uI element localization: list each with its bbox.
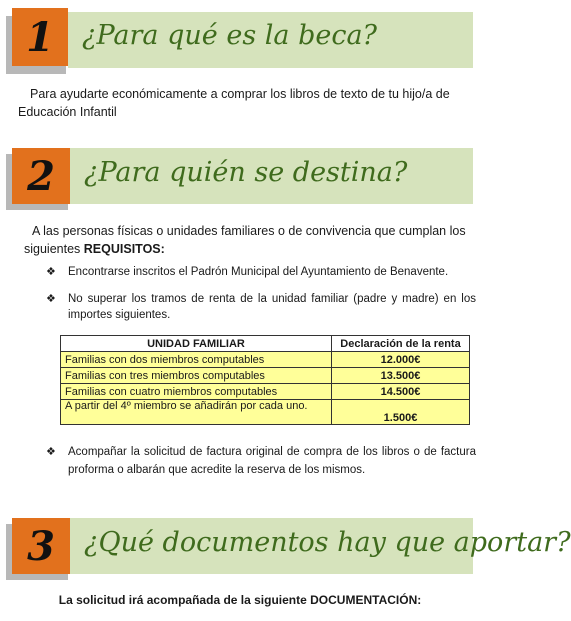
table-cell-renta: 12.000€ (332, 352, 470, 368)
requirement-text: No superar los tramos de renta de la unidad familiar (padre y madre) en los importes siguientes. (68, 293, 476, 321)
diamond-bullet-icon: ❖ (46, 293, 56, 305)
table-row (61, 400, 470, 425)
section-2-title: ¿Para quién se destina? (84, 157, 408, 188)
documentacion-label: DOCUMENTACIÓN: (310, 593, 422, 607)
section-3-title: ¿Qué documentos hay que aportar? (84, 527, 571, 558)
section-1-title: ¿Para qué es la beca? (82, 20, 378, 51)
section-2-intro (24, 222, 469, 258)
requirements-list-bottom (46, 443, 476, 488)
table-header-row (61, 336, 470, 352)
table-cell-unidad: Familias con dos miembros computables (61, 352, 332, 368)
section-3-number-box (12, 518, 70, 574)
diamond-bullet-icon: ❖ (46, 266, 56, 278)
section-3-title-band (70, 518, 571, 574)
diamond-bullet-icon: ❖ (46, 446, 56, 458)
table-header-unidad: UNIDAD FAMILIAR (61, 336, 332, 352)
table-cell-unidad: A partir del 4º miembro se añadirán por cada uno. (61, 400, 332, 425)
requisitos-colon: : (160, 242, 165, 256)
table-header-renta: Declaración de la renta (332, 336, 470, 352)
requirement-text: Acompañar la solicitud de factura original de compra de los libros o de factura proforma o albarán que acredite la reserva de los mismos. (68, 446, 476, 476)
table-row (61, 384, 470, 400)
table-cell-unidad: Familias con cuatro miembros computables (61, 384, 332, 400)
list-item (46, 443, 476, 479)
section-1-number: 1 (26, 13, 54, 61)
section-1-body: Para ayudarte económicamente a comprar los libros de texto de tu hijo/a de Educación Infantil (18, 87, 450, 119)
section-2-header (0, 146, 480, 210)
table-cell-renta: 13.500€ (332, 368, 470, 384)
table-row (61, 368, 470, 384)
section-1-number-box (12, 8, 68, 66)
table-row (61, 352, 470, 368)
income-table (60, 335, 470, 425)
section-3-number: 3 (27, 522, 55, 570)
section-1-title-band (68, 12, 473, 68)
section-2-intro-text: A las personas físicas o unidades familiares o de convivencia que cumplan los siguientes (24, 224, 466, 256)
section-1-header (0, 8, 480, 72)
requirement-text: Encontrarse inscritos el Padrón Municipal del Ayuntamiento de Benavente. (68, 266, 449, 278)
section-3-intro (0, 591, 480, 609)
section-3-header (0, 516, 571, 580)
table-cell-unidad: Familias con tres miembros computables (61, 368, 332, 384)
list-item (46, 264, 476, 280)
section-2-title-band (70, 148, 473, 204)
requisitos-label: REQUISITOS (83, 242, 161, 256)
requirements-list-top (46, 264, 476, 332)
list-item (46, 291, 476, 323)
section-3-intro-text: La solicitud irá acompañada de la siguiente (58, 593, 311, 607)
section-2-number-box (12, 148, 70, 204)
section-2-number: 2 (27, 152, 55, 200)
table-cell-renta: 14.500€ (332, 384, 470, 400)
table-cell-renta: 1.500€ (332, 400, 470, 425)
